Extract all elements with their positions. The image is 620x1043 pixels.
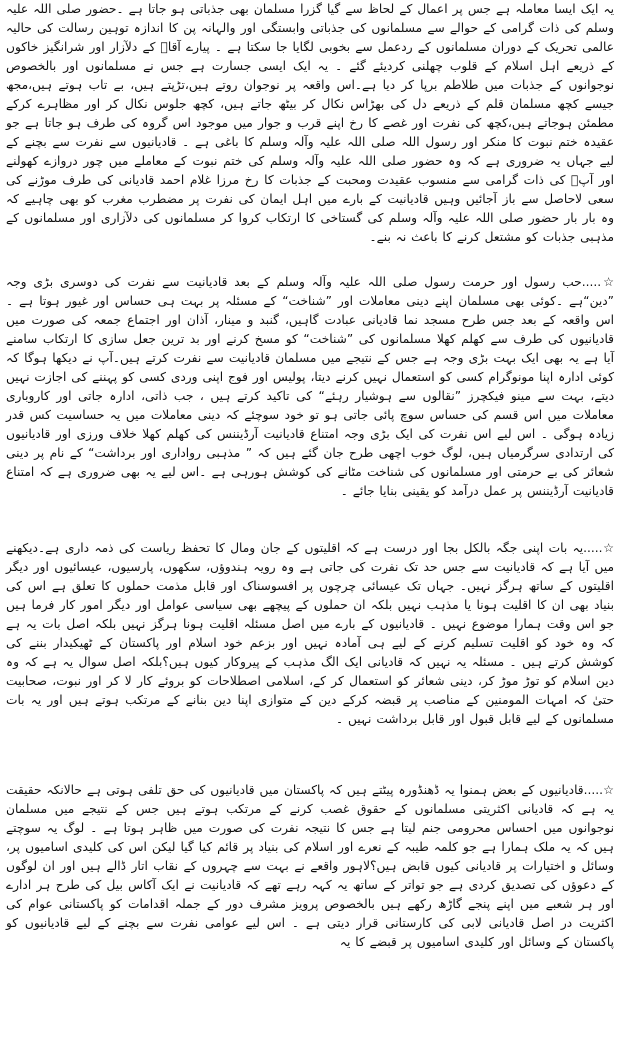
paragraph-rights: ☆.....قادیانیوں کے بعض ہمنوا یہ ڈھنڈورہ پیٹتے ہیں کہ پاکستان میں قادیانیوں کی حق تلفی ہوتی ہے حالانکہ حقیقت یہ ہے کہ قادیانی اکثریتی مسلمانوں کے حقوق غصب کرنے کے مرتکب ہوتے ہیں جس کے نتیجے میں مسلمان نوجوانوں میں احساس محرومی جنم لیتا ہے جس کا نتیجہ نفرت کی صورت میں ظاہر ہوتا ہے ۔ لوگ یہ سوچتے ہیں کہ یہ ملک ہمارا ہے جو کلمہ طیبہ کے نعرے اور اسلام کی بنیاد پر قائم کیا گیا لیکن اس کی کلیدی اسامیوں پر، وسائل و اختیارات پر قادیانی کیوں قابض ہیں؟لاہور واقعے نے بہت سے چہروں کے نقاب اتار ڈالے ہیں اور ان لوگوں کے دعوؤں کی تصدیق کردی ہے جو تواتر کے ساتھ یہ کہہ رہے تھے کہ قادیانیت نے ایک آکاس بیل کی طرح ہر ادارے اور ہر شعبے میں اپنے پنجے گاڑھ رکھے ہیں بالخصوص پرویز مشرف دور کے جملہ اقدامات کو پاکستانی عوام کی اکثریت در اصل قادیانی لابی کی کارستانی قرار دیتی ہے ۔ اس لیے عوامی نفرت سے بچنے کے لیے قادیانیوں کو پاکستان کے وسائل اور کلیدی اسامیوں پر قبضے کا یہ (6, 783, 614, 949)
paragraph-minorities: ☆.....یہ بات اپنی جگہ بالکل بجا اور درست ہے کہ اقلیتوں کے جان ومال کا تحفظ ریاست کی ذمہ داری ہے۔دیکھنے میں آیا ہے کہ قادیانیت سے جس حد تک نفرت کی جاتی ہے وہ رویہ ہندوؤں، سکھوں، پارسیوں، عیسائیوں اور دیگر اقلیتوں کے ساتھ ہرگز نہیں۔ جہاں تک عیسائی چرچوں پر افسوسناک اور قابل مذمت حملوں کا تعلق ہے اس کی بنیاد بھی ان کا اقلیت ہونا یا مذہب نہیں بلکہ ان حملوں کے پیچھے بھی سیاسی عوامل اور دیگر امور کار فرما ہیں جو اس وقت ہمارا موضوع نہیں ۔ قادیانیوں کے بارے میں اصل مسئلہ اقلیت ہونا ہرگز نہیں بلکہ اصل بات یہ ہے کہ وہ خود کو اقلیت تسلیم کرنے کے لیے ہی آمادہ نہیں اور بزعم خود اسلام اور پاکستان کے ٹھیکیدار بننے کی کوشش کرتے ہیں ۔ مسئلہ یہ نہیں کہ قادیانی ایک الگ مذہب کے پیروکار کیوں ہیں؟بلکہ اصل سوال یہ ہے کہ وہ دین اسلام کو توڑ موڑ کر، دینی شعائر کو استعمال کر کے، اسلامی اصطلاحات کو بروئے کار لا کر اور نبوت، صحابیت حتیٰ کہ امہات المومنین کے مناصب پر قبضہ کرکے دین کے متوازی اپنا دین بنانے کے مرتکب ہوتے ہیں اور یہ بات مسلمانوں کے لیے قابل قبول اور قابل برداشت نہیں ۔ (6, 541, 614, 726)
paragraph-intro: یہ ایک ایسا معاملہ ہے جس پر اعمال کے لحاظ سے گیا گزرا مسلمان بھی جذباتی ہو جاتا ہے ۔حضور صلی اللہ علیہ وسلم کی ذات گرامی کے حوالے سے مسلمانوں کی جذباتی وابستگی اور والہانہ پن کا اندازہ توہین رسالت کی حالیہ عالمی تحریک کے دوران مسلمانوں کے ردعمل سے بخوبی لگایا جا سکتا ہے ۔ پیارے آقاﷺ کے دلآزار اور شرانگیز خاکوں کے ذریعے اہل اسلام کے قلوب چھلنی کردیئے گئے ۔ یہ ایک ایسی جسارت ہے جس نے مسلمانوں اور بالخصوص نوجوانوں کے جذبات میں طلاطم برپا کر دیا ہے۔اس واقعہ پر نوجوان روتے ہیں،تڑپتے ہیں، بے تاب ہوتے ہیں،مجھ جیسے کچھ مسلمان قلم کے ذریعے دل کی بھڑاس نکال کر بیٹھ جاتے ہیں، کچھ جلوس نکال کر اور مظاہرے کرکے مطمئن ہوجاتے ہیں،کچھ کی نفرت اور غصے کا رخ اپنے قرب و جوار میں موجود اس گروہ کی طرف ہو جاتا ہے جو عقیدہ ختم نبوت کا منکر اور رسول اللہ صلی اللہ علیہ وآلہ وسلم کا باغی ہے ۔ قادیانیوں سے نفرت سے بچنے کے لیے جہاں یہ ضروری ہے کہ وہ حضور صلی اللہ علیہ وآلہ وسلم کی ختم نبوت کے معاملے میں چور دروازے کھولنے اور آپؐ کی ذات گرامی سے منسوب عقیدت ومحبت کے جذبات کا رخ مرزا غلام احمد قادیانی کی طرف موڑنے کی سعی لاحاصل سے باز آجائیں وہیں قادیانیت کے بارے میں اہل ایمان کی نفرت پر مضطرب مغرب کو بھی چاہیے کہ وہ بار بار حضور صلی اللہ علیہ وآلہ وسلم کی گستاخی کا ارتکاب کروا کر مسلمانوں کی دلآزاری اور مسلمانوں کے مذہبی جذبات کو مشتعل کرنے کا باعث نہ بنے۔ (6, 2, 614, 244)
paragraph-religion-identity: ☆.....حب رسول اور حرمت رسول صلی اللہ علیہ وآلہ وسلم کے بعد قادیانیت سے نفرت کی دوسری بڑی وجہ ”دین“ہے ۔کوئی بھی مسلمان اپنے دینی معاملات اور ”شناخت“ کے مسئلہ پر بہت ہی حساس اور غیور ہوتا ہے ۔ اس واقعہ کے بعد جس طرح مسجد نما قادیانی عبادت گاہیں، گنبد و مینار، آذان اور اجتماع جمعہ کی صورت میں قادیانیوں کی طرف سے کھلم کھلا مسلمانوں کی ”شناخت“ کو مسخ کرنے اور بد ترین جعل سازی کا ارتکاب سامنے آیا ہے یہ بھی ایک بہت بڑی وجہ ہے جس کے نتیجے میں مسلمان قادیانیت سے نفرت کرتے ہیں۔آپ نے دیکھا ہوگا کہ کوئی ادارہ اپنا مونوگرام کسی کو استعمال نہیں کرنے دیتا، پولیس اور فوج اپنی وردی کسی کو پہننے کی اجازت نہیں دیتے، بہت سے مینو فیکچرز ”نقالوں سے ہوشیار رہئے“ کی تاکید کرتے ہیں ، جب ذاتی، ادارہ جاتی اور کاروباری معاملات میں اس قسم کی حساس سوچ پائی جاتی ہو تو خود سوچئے کہ دینی معاملات میں یہ حساسیت کس قدر زیادہ ہوگی ۔ اس لیے اس نفرت کی ایک بڑی وجہ امتناع قادیانیت آرڈیننس کی کھلم کھلا خلاف ورزی اور قادیانیوں کی ارتدادی سرگرمیاں ہیں، لوگ خوب اچھی طرح جان گئے ہیں کہ ” مذہبی رواداری اور برداشت“ کے نام پر دینی شعائر کی بے حرمتی اور مسلمانوں کی شناخت مٹانے کی کوشش ہورہی ہے ۔اس لیے یہ بھی ضروری ہے کہ امتناع قادیانیت آرڈیننس پر عمل درآمد کو یقینی بنایا جائے ۔ (6, 275, 614, 498)
